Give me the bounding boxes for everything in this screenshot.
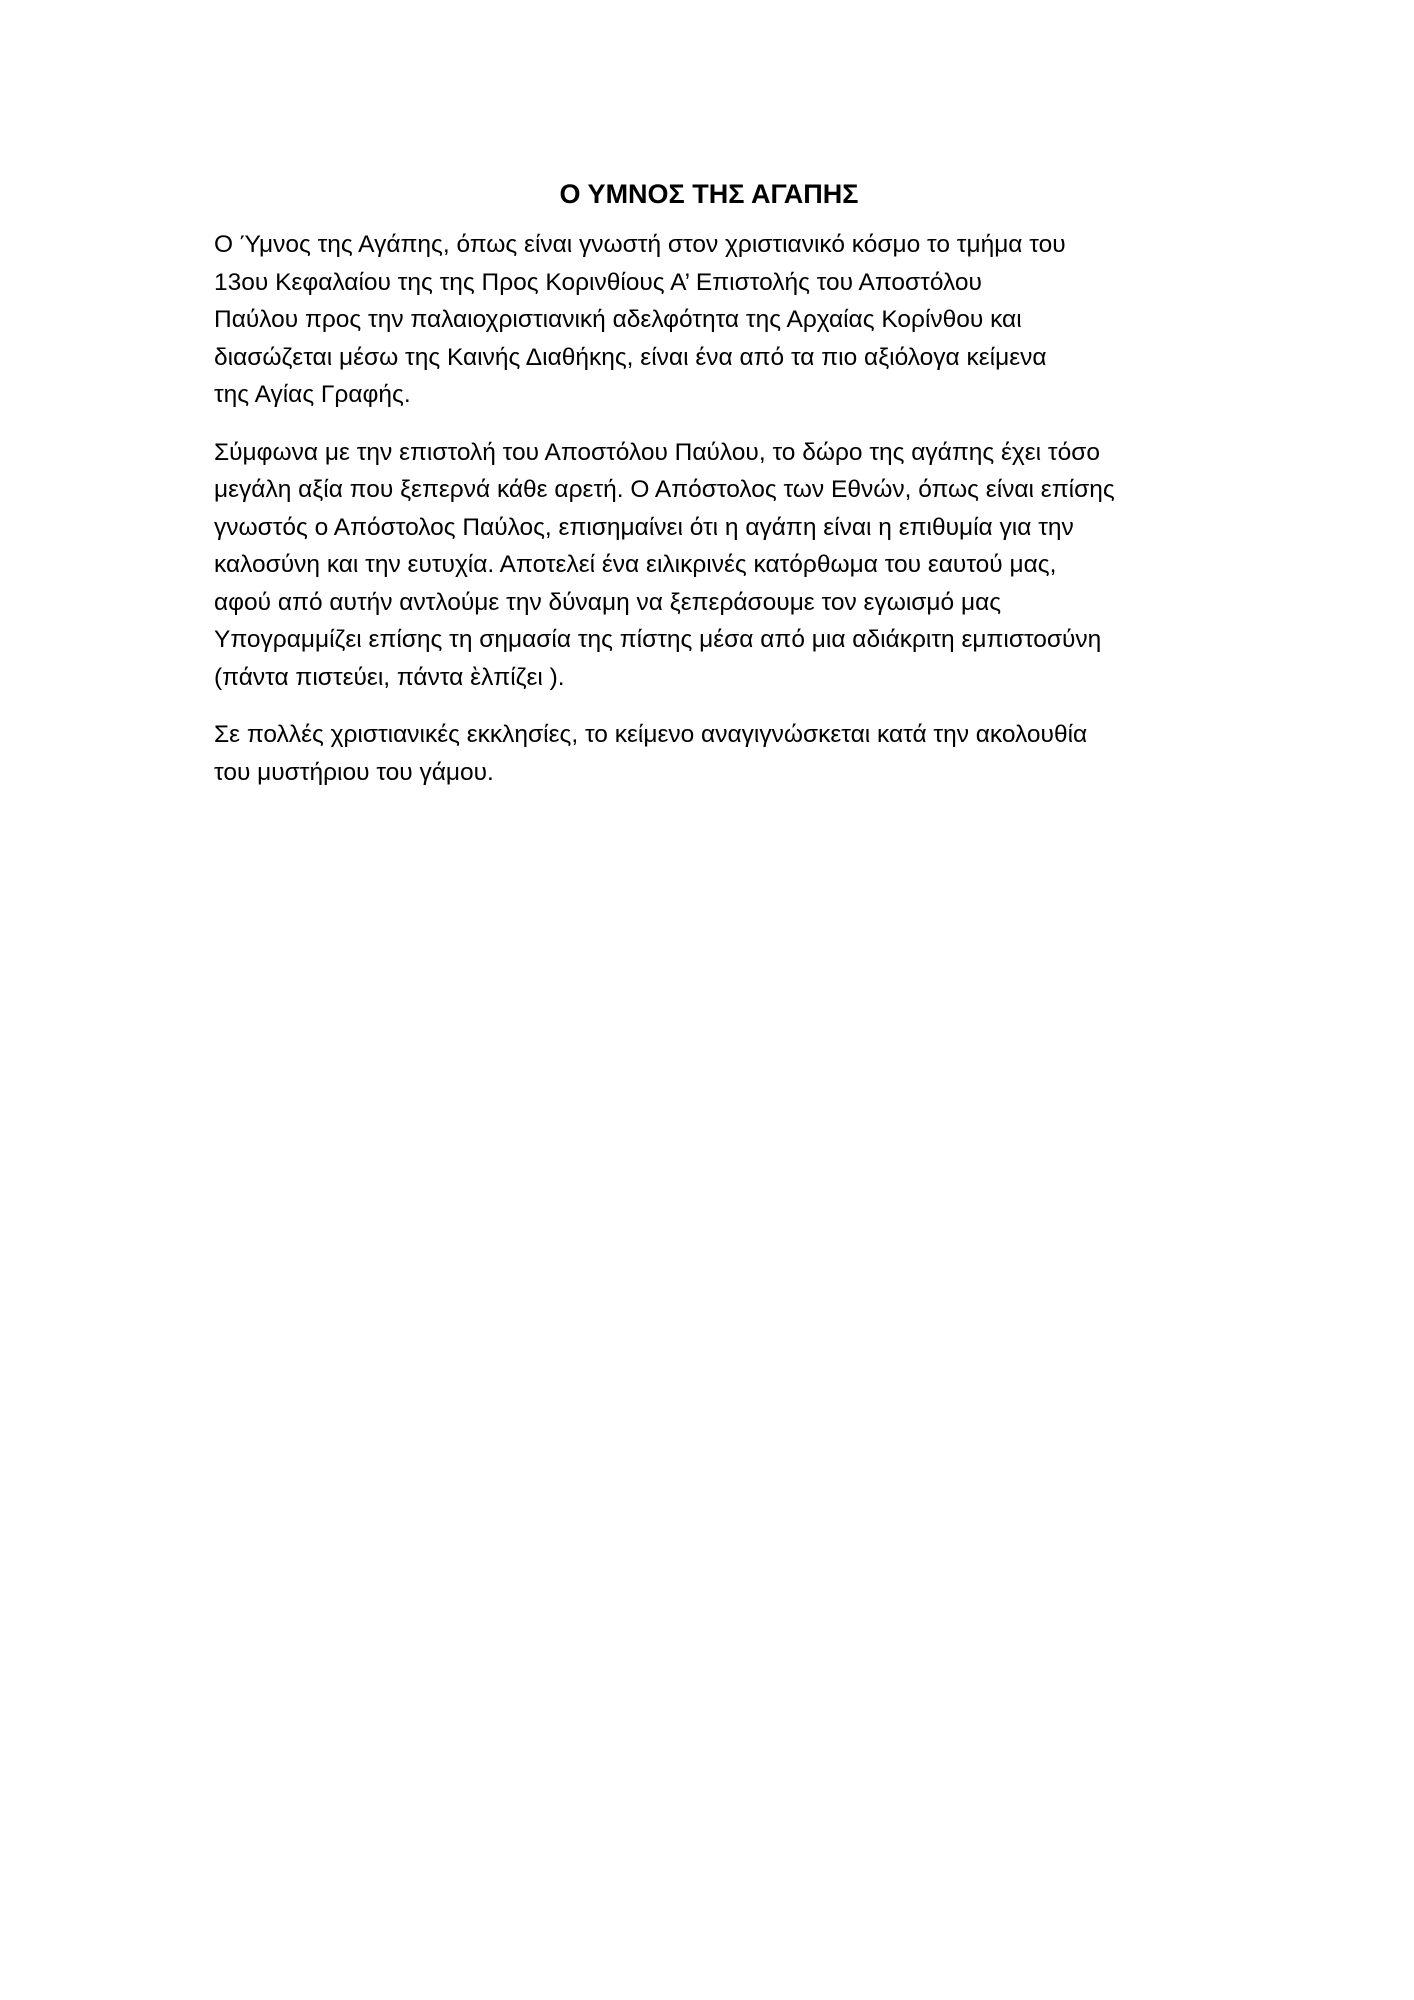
paragraph-1 — [214, 226, 1204, 414]
paragraph-line: διασώζεται μέσω της Καινής Διαθήκης, είναι ένα από τα πιο αξιόλογα κείμενα — [214, 343, 1047, 371]
paragraph-line: Ο Ύμνος της Αγάπης, όπως είναι γνωστή στον χριστιανικό κόσμο το τμήμα του — [214, 231, 1066, 258]
document-body — [214, 172, 1204, 811]
paragraph-line: αφού από αυτήν αντλούμε την δύναμη να ξεπεράσουμε τον εγωισμό μας — [214, 588, 1002, 616]
document-title: Ο ΥΜΝΟΣ ΤΗΣ ΑΓΑΠΗΣ — [559, 179, 859, 209]
paragraph-line: 13ου Κεφαλαίου της της Προς Κορινθίους Α’ Επιστολής του Αποστόλου — [214, 268, 982, 296]
paragraph-line: γνωστός ο Απόστολος Παύλος, επισημαίνει ότι η αγάπη είναι η επιθυμία για την — [214, 513, 1074, 541]
paragraph-line: Παύλου προς την παλαιοχριστιανική αδελφότητα της Αρχαίας Κορίνθου και — [214, 306, 1022, 333]
paragraph-line: του μυστήριου του γάμου. — [214, 758, 494, 786]
paragraph-line: (πάντα πιστεύει, πάντα ὲλπίζει ). — [214, 663, 565, 691]
paragraph-line: Σύμφωνα με την επιστολή του Αποστόλου Παύλου, το δώρο της αγάπης έχει τόσο — [214, 438, 1100, 466]
paragraph-line: καλοσύνη και την ευτυχία. Αποτελεί ένα ειλικρινές κατόρθωμα του εαυτού μας, — [214, 551, 1057, 578]
paragraph-line: Υπογραμμίζει επίσης τη σημασία της πίστης μέσα από μια αδιάκριτη εμπιστοσύνη — [214, 626, 1102, 653]
paragraph-line: Σε πολλές χριστιανικές εκκλησίες, το κείμενο αναγιγνώσκεται κατά την ακολουθία — [214, 721, 1088, 748]
paragraph-3 — [214, 716, 1204, 791]
paragraph-2 — [214, 434, 1204, 697]
paragraph-line: μεγάλη αξία που ξεπερνά κάθε αρετή. Ο Απόστολος των Εθνών, όπως είναι επίσης — [214, 476, 1115, 503]
paragraph-line: της Αγίας Γραφής. — [214, 381, 411, 408]
